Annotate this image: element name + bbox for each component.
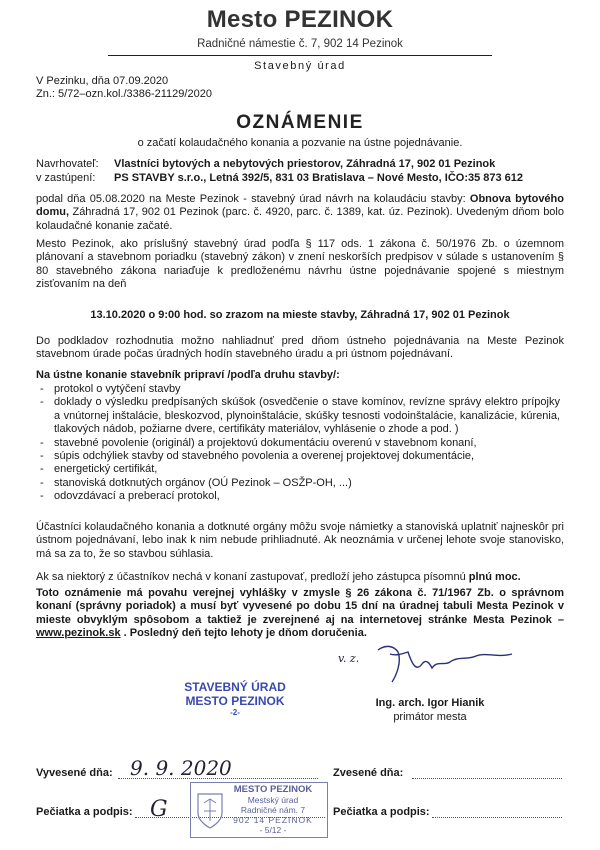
seal-line4: 902 14 PEZINOK: [233, 815, 313, 825]
place-date: V Pezinku, dňa 07.09.2020: [36, 75, 169, 87]
removed-dots: [412, 778, 562, 779]
paragraph-application: [36, 193, 564, 233]
list-item-text: doklady o výsledku predpísaných skúšok (osvedčenie o stave komínov, revízne správy elektro prípojky a vnútornej inštalácie, bleskozvod, plynoinštalácie, skúšky tesnosti vodoinštalácie, kanalizácie, kúrenia, tlakových nádob, požiarne dvere, certifikáty materiálov, vyhlásenie o zhode a pod. ): [54, 396, 560, 436]
stamp-sign-dots-right: [432, 817, 562, 818]
p1-text-a: podal dňa 05.08.2020 na Meste Pezinok - stavebný úrad návrh na kolaudáciu stavby:: [36, 193, 470, 205]
signatory-name: Ing. arch. Igor Hianik: [375, 697, 485, 709]
list-bullet: -: [40, 383, 44, 395]
list-item: [36, 477, 564, 490]
list-item-text: energetický certifikát,: [54, 463, 158, 476]
representative-value: PS STAVBY s.r.o., Letná 392/5, 831 03 Bratislava – Nové Mesto, IČO:35 873 612: [114, 172, 524, 184]
document-title: OZNÁMENIE: [236, 112, 364, 133]
stamp-sign-label-right: Pečiatka a podpis:: [333, 806, 430, 818]
p6-text-b: . Posledný deň tejto lehoty je dňom doručenia.: [120, 627, 367, 640]
applicant-row: [36, 158, 576, 170]
stamp1-line3: -2-: [230, 708, 240, 717]
representative-row: [36, 172, 576, 184]
p1-text-c: Záhradná 17, 902 01 Pezinok (parc. č. 4920, parc. č. 1389, kat. úz. Pezinok). Uvedeným dňom bolo kolaudačné konanie začaté.: [36, 206, 564, 232]
paragraph-legal-basis: Mesto Pezinok, ako príslušný stavebný úrad podľa § 117 ods. 1 zákona č. 50/1976 Zb. o územnom plánovaní a stavebnom poriadku (stavebný zákon) v znení neskorších predpisov v súlade s ustanovením § 80 stavebného zákona nariaďuje k predloženému návrhu ústne pojednávanie spojené s miestnym zisťovaním na deň: [36, 238, 564, 291]
list-bullet: -: [40, 476, 44, 489]
list-item: [36, 396, 564, 436]
paragraph-documents: Do podkladov rozhodnutia možno nahliadnuť pred dňom ústneho pojednávania na Meste Pezinok stavebnom úrade počas úradných hodín stavebného úradu a pri ústnom pojednávaní.: [36, 335, 564, 361]
list-item-text: stavebné povolenie (originál) a projektovú dokumentáciu overenú v stavebnom konaní,: [54, 436, 477, 449]
seal-line3: Radničné nám. 7: [240, 805, 306, 815]
list-item: [36, 463, 564, 476]
stamp-sign-label-left: Pečiatka a podpis:: [36, 806, 133, 818]
applicant-label: Navrhovateľ:: [36, 158, 99, 170]
file-number: Zn.: 5/72–ozn.kol./3386-21129/2020: [36, 88, 212, 100]
office-name: Stavebný úrad: [254, 60, 346, 72]
list-item-text: stanoviská dotknutých orgánov (OÚ Pezinok – OSŽP-OH, ...): [54, 476, 352, 489]
seal-line1: MESTO PEZINOK: [233, 784, 313, 795]
list-title: Na ústne konanie stavebník pripraví /podľa druhu stavby/:: [36, 369, 340, 381]
applicant-value: Vlastníci bytových a nebytových priestorov, Záhradná 17, 902 01 Pezinok: [114, 158, 496, 170]
seal-line5: - 5/12 -: [259, 825, 287, 835]
p5-power-of-attorney: plnú moc.: [468, 571, 521, 583]
signature-image: [372, 642, 522, 686]
stamp1-line1: STAVEBNÝ ÚRAD: [184, 680, 286, 694]
posted-date-handwritten: 9. 9. 2020: [130, 756, 232, 780]
header-divider: [108, 55, 492, 56]
list-item: [36, 490, 564, 503]
city-address: Radničné námestie č. 7, 902 14 Pezinok: [197, 38, 403, 50]
list-bullet: -: [40, 396, 44, 409]
city-title: Mesto PEZINOK: [206, 6, 394, 33]
list-item: [36, 450, 564, 463]
list-item-text: protokol o vytýčení stavby: [54, 383, 181, 395]
handwritten-initial: G: [150, 797, 168, 822]
removed-label: Zvesené dňa:: [333, 767, 404, 779]
paragraph-public-notice: [36, 587, 564, 641]
p5-text-a: Ak sa niektorý z účastníkov nechá v konaní zastupovať, predloží jeho zástupca písomnú: [36, 571, 469, 583]
city-office-seal: [190, 782, 328, 838]
list-bullet: -: [40, 463, 44, 476]
stamp1-line2: MESTO PEZINOK: [185, 694, 285, 708]
representative-label: v zastúpení:: [36, 172, 96, 184]
paragraph-objections: Účastníci kolaudačného konania a dotknuté orgány môžu svoje námietky a stanoviská uplatniť najneskôr pri ústnom pojednávaní, lebo inak k nim nebude prihliadnuté. Ak neoznámia v určenej lehote svoje stanovisko, má sa za to, že so stavbou súhlasia.: [36, 521, 564, 560]
list-bullet: -: [40, 490, 44, 503]
p1-building-name: Obnova bytového domu,: [36, 193, 564, 219]
list-bullet: -: [40, 436, 44, 449]
signature-proxy-mark: v. z.: [338, 652, 360, 665]
requirements-list: [36, 383, 564, 504]
document-subtitle: o začatí kolaudačného konania a pozvanie na ústne pojednávanie.: [137, 137, 463, 149]
posted-label: Vyvesené dňa:: [36, 767, 113, 779]
p6-text-a: Toto oznámenie má povahu verejnej vyhlášky v zmysle § 26 zákona č. 71/1967 Zb. o správnom konaní (správny poriadok) a musí byť vyvesené po dobu 15 dní na úradnej tabuli Mesta Pezinok v mieste obvyklým spôsobom a taktiež je zverejnené aj na internetovej stránke Mesta Pezinok –: [36, 587, 564, 626]
list-item-text: odovzdávací a preberací protokol,: [54, 490, 220, 503]
hearing-date-line: 13.10.2020 o 9:00 hod. so zrazom na mieste stavby, Záhradná 17, 902 01 Pezinok: [90, 309, 510, 321]
list-item-text: súpis odchýliek stavby od stavebného povolenia a overenej projektovej dokumentácie,: [54, 450, 475, 463]
signatory-role: primátor mesta: [393, 711, 467, 723]
list-item: [36, 437, 564, 450]
list-bullet: -: [40, 450, 44, 463]
website-link[interactable]: www.pezinok.sk: [36, 627, 121, 640]
building-office-stamp: [170, 680, 300, 718]
paragraph-representation: [36, 571, 564, 584]
list-item: [36, 383, 564, 396]
coat-of-arms-icon: [195, 791, 225, 831]
seal-line2: Mestský úrad: [247, 795, 299, 805]
